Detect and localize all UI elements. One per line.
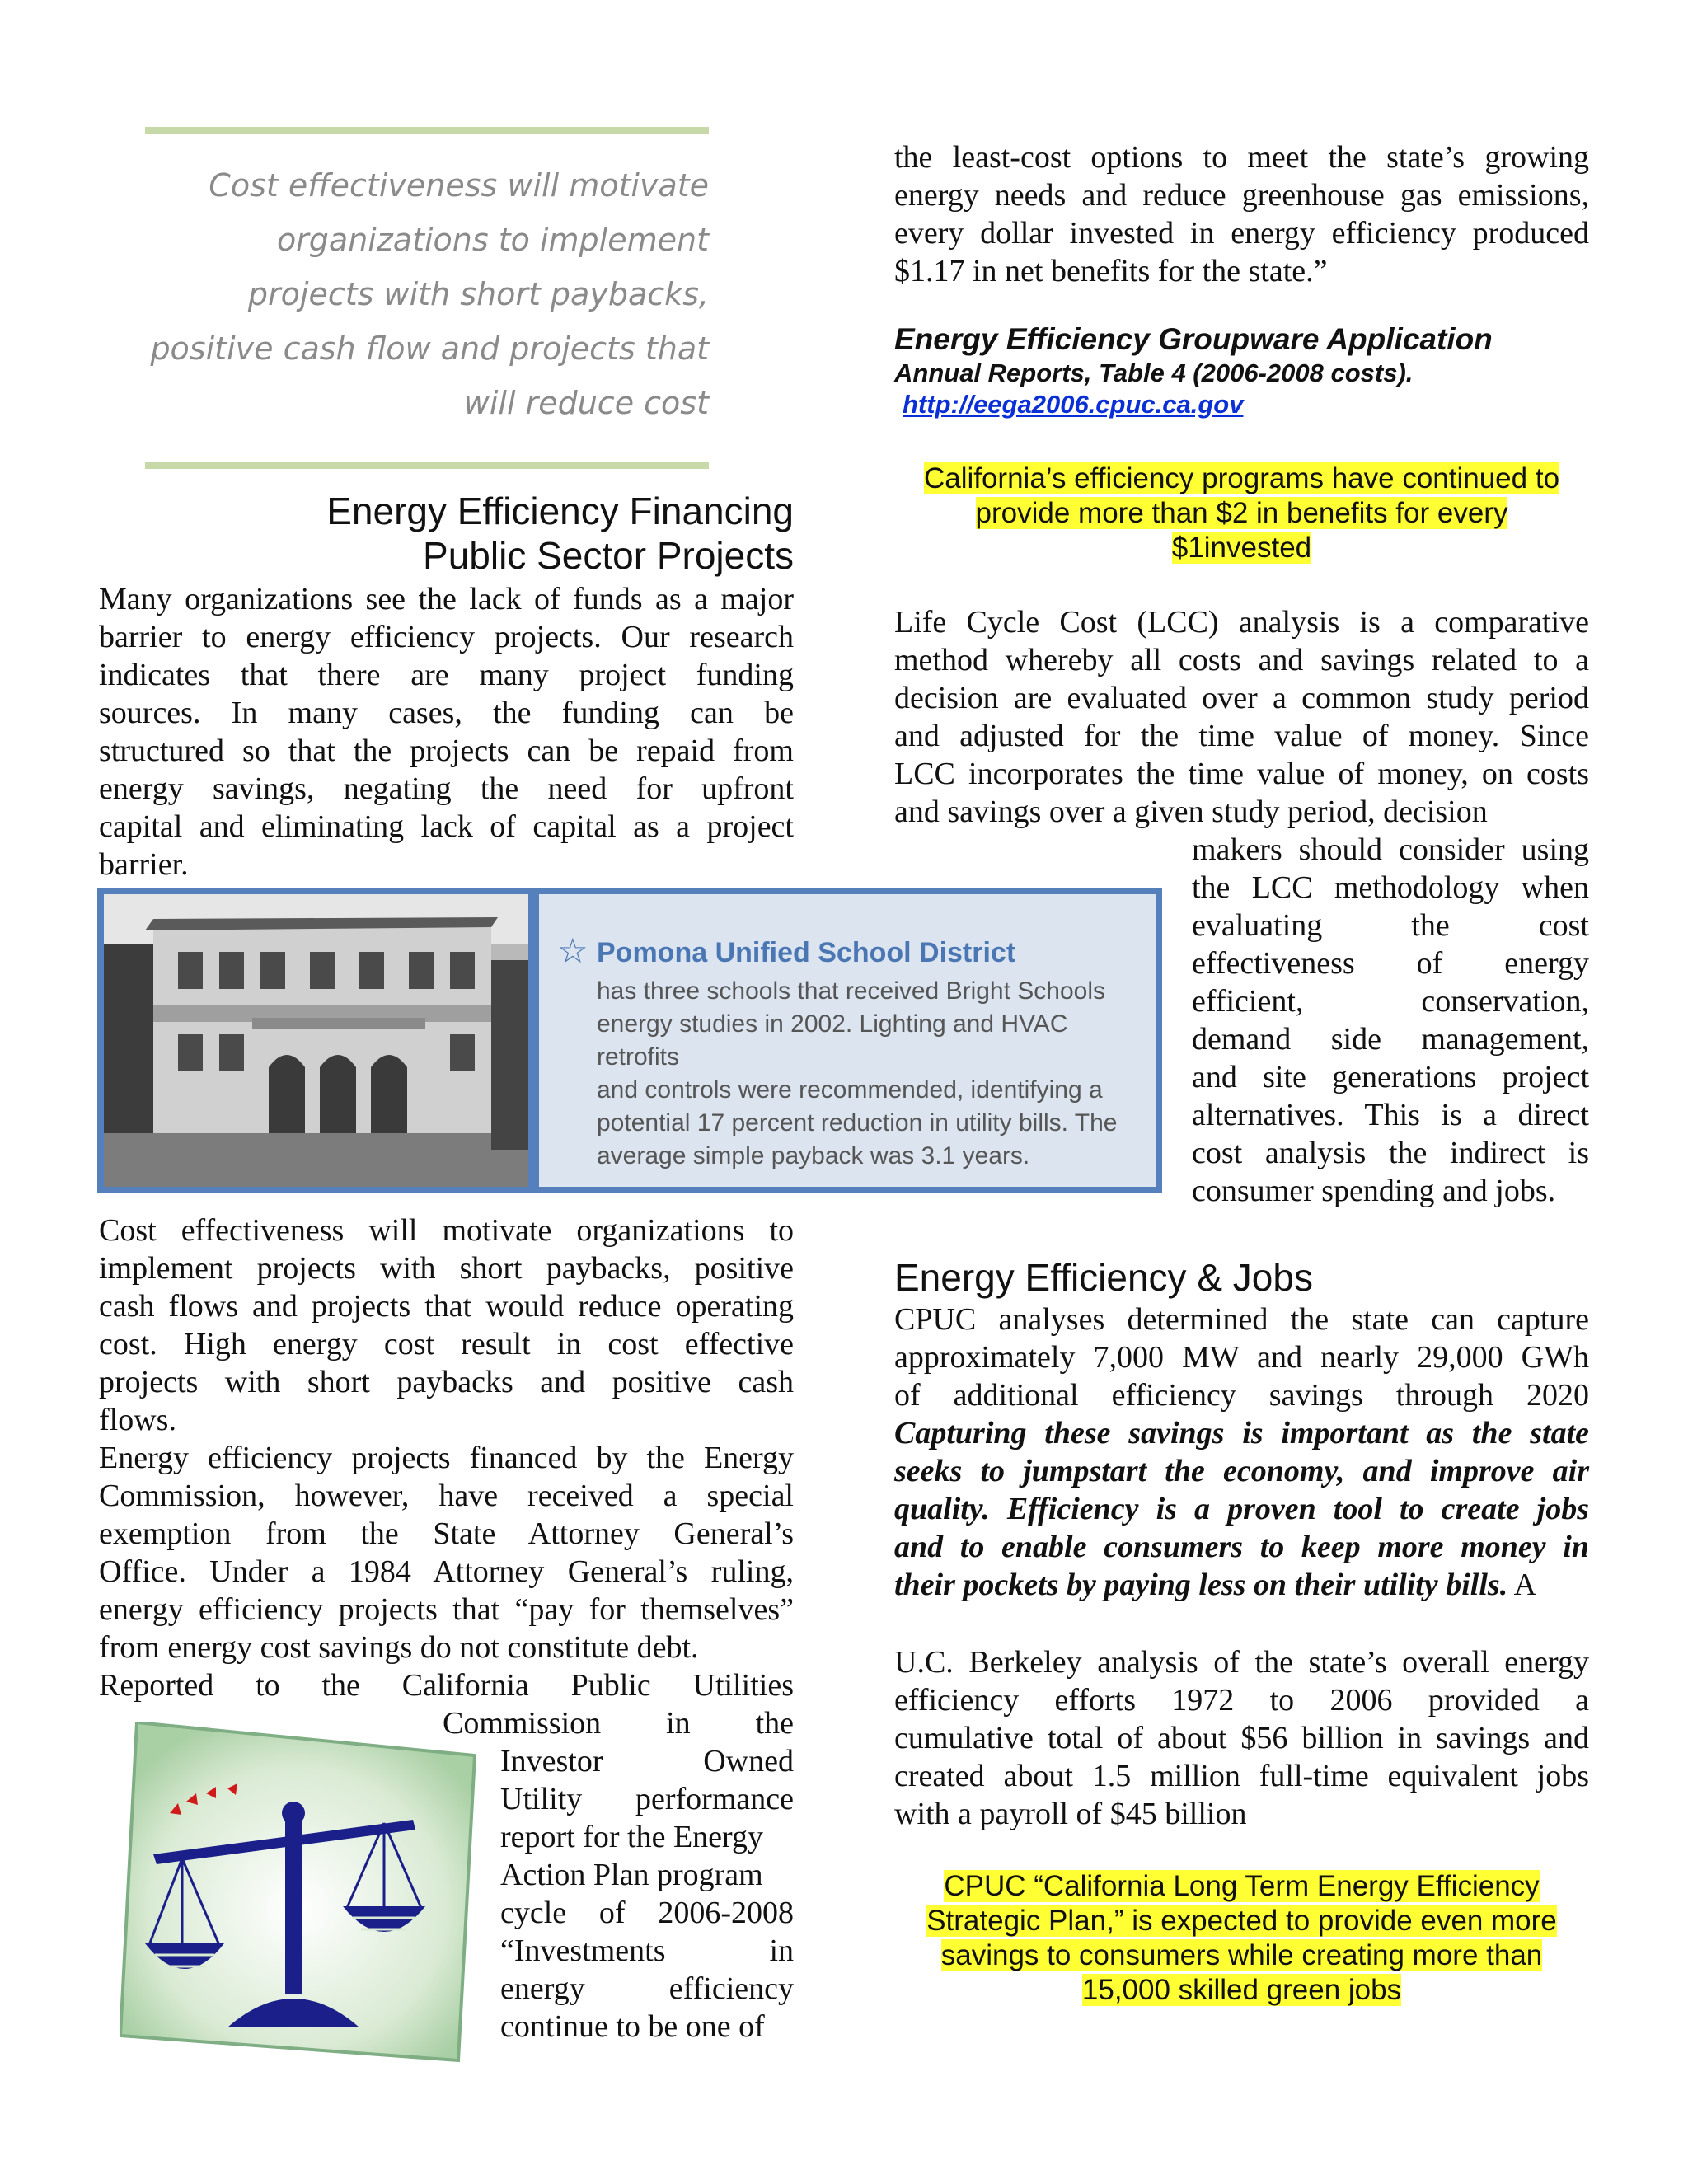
paragraph-line: cycle of 2006-2008 [500, 1896, 794, 1930]
paragraph-line: and site generations project [1192, 1060, 1589, 1094]
paragraph-line: approximately 7,000 MW and nearly 29,000 GWh [894, 1340, 1589, 1375]
paragraph-line: U.C. Berkeley analysis of the state’s overall energy [894, 1645, 1589, 1680]
paragraph-line: efficiency efforts 1972 to 2006 provided a [894, 1683, 1589, 1718]
heading-line: Energy Efficiency Financing [326, 490, 794, 532]
paragraph-line: cash flows and projects that would reduce operating [99, 1289, 794, 1324]
description-line: has three schools that received Bright Schools [597, 977, 1106, 1005]
pull-quote-line: positive cash flow and projects that [150, 330, 709, 367]
paragraph-line: Office. Under a 1984 Attorney General’s ruling, [99, 1554, 794, 1589]
paragraph-line: evaluating the cost [1192, 908, 1589, 943]
least-cost-paragraph [894, 138, 1589, 290]
paragraph-line: alternatives. This is a direct [1192, 1098, 1589, 1132]
paragraph-line: flows. [99, 1403, 176, 1437]
paragraph-line: efficient, conservation, [1192, 984, 1589, 1019]
pull-quote-bottom-rule [145, 462, 709, 469]
highlight-line: California’s efficiency programs have continued to [923, 462, 1560, 494]
paragraph-line: exemption from the State Attorney General’s [99, 1516, 794, 1551]
paragraph-line: Reported to the California Public Utilities [99, 1668, 794, 1703]
paragraph-line: continue to be one of [500, 2009, 765, 2044]
highlight-line: CPUC “California Long Term Energy Efficiency [944, 1870, 1540, 1902]
citation-link[interactable]: http://eega2006.cpuc.ca.gov [903, 390, 1244, 419]
paragraph-line: projects with short paybacks and positive cash [99, 1365, 794, 1399]
trailing-text: A [1507, 1568, 1537, 1602]
paragraph-line: from energy cost savings do not constitute debt. [99, 1630, 699, 1665]
highlight-benefits [894, 462, 1589, 565]
citation [894, 321, 1636, 420]
paragraph-line: quality. Efficiency is a proven tool to create jobs [894, 1492, 1589, 1526]
paragraph-line: Life Cycle Cost (LCC) analysis is a comparative [894, 605, 1589, 640]
bold-phrase: their pockets by paying less on their utility bills. [894, 1568, 1508, 1602]
paragraph-line: barrier. [99, 847, 189, 882]
balance-scale-icon [120, 1722, 491, 2069]
jobs-heading: Energy Efficiency & Jobs [894, 1256, 1313, 1299]
citation-link-row [894, 389, 1636, 420]
pull-quote [145, 158, 709, 430]
balance-scale-clipart [120, 1722, 491, 2069]
paragraph-line: energy savings, negating the need for upfront [99, 771, 794, 806]
lcc-paragraph [894, 603, 1589, 831]
paragraph-line: Commission, however, have received a special [99, 1479, 794, 1513]
highlight-line: Strategic Plan,” is expected to provide even more [926, 1905, 1557, 1937]
lcc-paragraph-continued [1192, 831, 1589, 1210]
berkeley-paragraph [894, 1643, 1589, 1833]
description-line: average simple payback was 3.1 years. [597, 1142, 1030, 1169]
school-info-panel [539, 894, 1156, 1187]
highlight-strategic-plan [894, 1869, 1589, 2008]
paragraph-line: Energy efficiency projects financed by the Energy [99, 1441, 794, 1475]
description-line: energy studies in 2002. Lighting and HVAC retrofits [597, 1010, 1068, 1071]
paragraph-line [894, 1566, 1589, 1604]
paragraph-line: cost. High energy cost result in cost effective [99, 1327, 794, 1361]
paragraph-line: Many organizations see the lack of funds as a major [99, 582, 794, 616]
pull-quote-line: Cost effectiveness will motivate [209, 167, 709, 204]
paragraph-line: the least-cost options to meet the state’s growing [894, 140, 1589, 175]
paragraph-line: implement projects with short paybacks, positive [99, 1251, 794, 1286]
cost-effectiveness-paragraph [99, 1212, 794, 1704]
commission-text [443, 1704, 794, 1742]
pull-quote-line: organizations to implement [276, 222, 709, 258]
financing-paragraph [99, 580, 794, 883]
paragraph-line: Capturing these savings is important as the state [894, 1416, 1589, 1451]
paragraph-line: method whereby all costs and savings related to a [894, 643, 1589, 677]
paragraph-line: Investor Owned [500, 1744, 794, 1779]
highlight-line: $1invested [1171, 532, 1312, 564]
school-building-illustration [104, 894, 528, 1187]
paragraph-line: seeks to jumpstart the economy, and improve air [894, 1454, 1589, 1488]
paragraph-line: consumer spending and jobs. [1192, 1174, 1556, 1208]
paragraph-line: of additional efficiency savings through 2020 [894, 1378, 1589, 1413]
paragraph-line: CPUC analyses determined the state can capture [894, 1302, 1589, 1337]
paragraph-line: cumulative total of about $56 billion in savings and [894, 1721, 1589, 1755]
paragraph-line: the LCC methodology when [1192, 870, 1589, 905]
paragraph-line: “Investments in [500, 1933, 794, 1968]
paragraph-line: energy needs and reduce greenhouse gas emissions, [894, 178, 1589, 213]
citation-title: Energy Efficiency Groupware Application [894, 322, 1493, 356]
paragraph-line: with a payroll of $45 billion [894, 1797, 1247, 1831]
paragraph-line: Utility performance [500, 1782, 794, 1816]
paragraph-line: Commission in the [443, 1706, 794, 1741]
description-line: and controls were recommended, identifying a [597, 1076, 1103, 1104]
paragraph-line: created about 1.5 million full-time equivalent jobs [894, 1759, 1589, 1793]
heading-line: Public Sector Projects [423, 534, 794, 577]
pull-quote-top-rule [145, 127, 709, 134]
paragraph-line: barrier to energy efficiency projects. Our research [99, 620, 794, 654]
paragraph-line: energy efficiency projects that “pay for themselves” [99, 1592, 794, 1627]
paragraph-line: and savings over a given study period, decision [894, 794, 1488, 829]
paragraph-line: every dollar invested in energy efficiency produced [894, 216, 1589, 251]
paragraph-line: effectiveness of energy [1192, 946, 1589, 981]
paragraph-line: $1.17 in net benefits for the state.” [894, 254, 1328, 288]
investor-text [500, 1742, 794, 2046]
highlight-line: 15,000 skilled green jobs [1081, 1974, 1402, 2006]
citation-subtitle: Annual Reports, Table 4 (2006-2008 costs). [894, 359, 1414, 387]
paragraph-line: and adjusted for the time value of money. Since [894, 719, 1589, 753]
jobs-paragraph [894, 1301, 1589, 1604]
highlight-line: savings to consumers while creating more than [940, 1939, 1543, 1971]
paragraph-line: cost analysis the indirect is [1192, 1136, 1589, 1170]
description-line: potential 17 percent reduction in utility bills. The [597, 1109, 1118, 1137]
paragraph-line: report for the Energy [500, 1820, 764, 1854]
paragraph-line: LCC incorporates the time value of money, on costs [894, 757, 1589, 791]
paragraph-line: capital and eliminating lack of capital as a project [99, 809, 794, 844]
school-case-study-box [97, 888, 1162, 1193]
school-title: Pomona Unified School District [597, 937, 1016, 968]
pull-quote-line: will reduce cost [463, 385, 709, 421]
paragraph-line: decision are evaluated over a common study period [894, 681, 1589, 715]
pull-quote-line: projects with short paybacks, [247, 276, 709, 312]
paragraph-line: Cost effectiveness will motivate organizations to [99, 1213, 794, 1248]
school-building-photo [104, 894, 528, 1187]
paragraph-line: Action Plan program [500, 1858, 763, 1892]
paragraph-line: and to enable consumers to keep more money in [894, 1530, 1589, 1564]
paragraph-line: makers should consider using [1192, 832, 1589, 867]
paragraph-line: structured so that the projects can be repaid from [99, 733, 794, 768]
paragraph-line: indicates that there are many project funding [99, 658, 794, 692]
section-heading-financing [99, 489, 794, 578]
paragraph-line: sources. In many cases, the funding can be [99, 696, 794, 730]
paragraph-line: demand side management, [1192, 1022, 1589, 1057]
paragraph-line: energy efficiency [500, 1971, 794, 2006]
star-icon: ☆ [557, 930, 588, 971]
highlight-line: provide more than $2 in benefits for every [975, 497, 1508, 529]
school-description [597, 975, 1141, 1173]
